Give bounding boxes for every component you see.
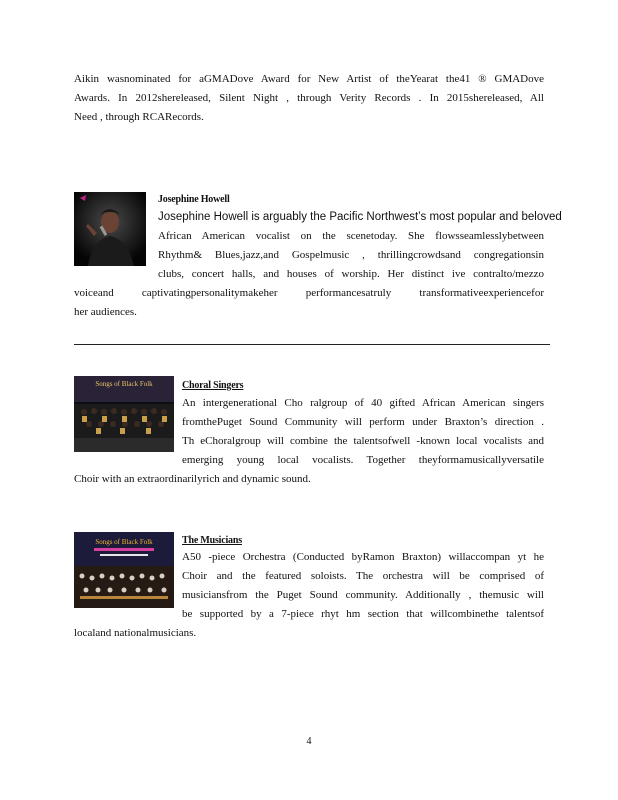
orchestra-photo-icon	[74, 532, 174, 608]
section-body-choral-singers	[74, 394, 544, 489]
choral-line-5: Choir with an extraordinarilyrich and dynamic sound.	[74, 473, 311, 485]
musicians-line-1: A50 -piece Orchestra (Conducted byRamon Braxton) willaccompan yt he	[182, 551, 544, 563]
choir-banner-text: Songs of Black Folk	[95, 380, 153, 388]
josephine-line-5: voiceand captivatingpersonalitymakeher performancesatruly transformativeexperiencefor	[74, 287, 544, 299]
choral-line-3: Th eChoralgroup will combine the talentsofwell -known local vocalists and	[182, 435, 544, 447]
choral-singers-photo	[74, 376, 174, 452]
intro-line-1: Aikin wasnominated for aGMADove Award for New Artist of theYearat the41 ® GMADove	[74, 73, 544, 85]
musicians-line-4: be supported by a 7-piece rhyt hm section that willcombinethe talentsof	[182, 608, 544, 620]
musicians-line-5: localand nationalmusicians.	[74, 627, 197, 639]
section-divider	[74, 344, 550, 345]
section-heading-musicians: The Musicians	[182, 535, 242, 546]
choral-line-2: fromthePuget Sound Community will perform under Braxton’s direction .	[182, 416, 544, 428]
orchestra-banner-text: Songs of Black Folk	[95, 538, 153, 546]
choral-line-4: emerging young local vocalists. Together theyformamusicallyversatile	[182, 454, 544, 466]
josephine-line-4: clubs, concert halls, and houses of worship. Her distinct ive contralto/mezzo	[158, 268, 544, 280]
choir-photo-icon	[74, 376, 174, 452]
musicians-photo	[74, 532, 174, 608]
section-body-josephine-howell	[74, 208, 562, 322]
intro-line-3: Need , through RCARecords.	[74, 111, 204, 123]
josephine-line-2: African American vocalist on the scenetoday. She flowsseamlesslybetween	[158, 230, 544, 242]
josephine-line-1: Josephine Howell is arguably the Pacific Northwest’s most popular and beloved	[158, 211, 562, 223]
josephine-line-6: her audiences.	[74, 306, 137, 318]
intro-paragraph	[74, 70, 544, 127]
choral-line-1: An intergenerational Cho ralgroup of 40 gifted African American singers	[182, 397, 544, 409]
josephine-line-3: Rhythm& Blues,jazz,and Gospelmusic , thrillingcrowdsand congregationsin	[158, 249, 544, 261]
josephine-howell-photo	[74, 192, 146, 266]
section-heading-choral-singers: Choral Singers	[182, 380, 244, 391]
section-body-musicians	[74, 548, 544, 643]
musicians-line-2: Choir and the featured soloists. The orchestra will be comprised of	[182, 570, 544, 582]
intro-line-2: Awards. In 2012shereleased, Silent Night , through Verity Records . In 2015shereleased, All	[74, 92, 544, 104]
page-number: 4	[306, 736, 312, 747]
section-heading-josephine-howell: Josephine Howell	[158, 194, 230, 205]
musicians-line-3: musiciansfrom the Puget Sound community. Additionally , themusic will	[182, 589, 544, 601]
singer-portrait-icon	[74, 192, 146, 266]
